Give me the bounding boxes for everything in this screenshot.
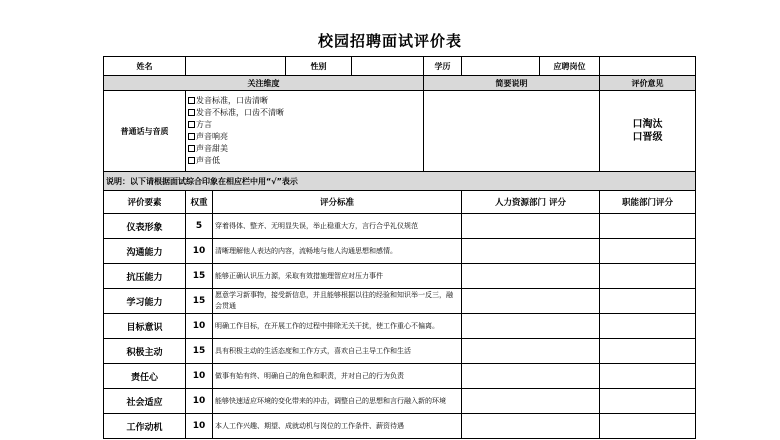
criteria-weight: 5 — [186, 214, 213, 239]
hr-score-cell[interactable] — [462, 339, 600, 364]
note-text: 说明：以下请根据面试综合印象在相应栏中用“√”表示 — [104, 172, 696, 191]
checkbox-icon[interactable] — [188, 97, 195, 104]
hr-score-header: 人力资源部门 评分 — [462, 191, 600, 214]
dept-score-cell[interactable] — [600, 289, 696, 314]
checkbox-icon[interactable] — [188, 109, 195, 116]
table-row — [104, 289, 696, 314]
option-item[interactable]: 声音低 — [188, 155, 421, 167]
criteria-element: 沟通能力 — [104, 239, 186, 264]
checkbox-icon[interactable] — [188, 121, 195, 128]
page-title: 校园招聘面试评价表 — [317, 32, 462, 50]
opinion-header: 评价意见 — [600, 76, 696, 91]
hr-score-cell[interactable] — [462, 239, 600, 264]
dept-score-cell[interactable] — [600, 364, 696, 389]
option-item[interactable]: 方言 — [188, 119, 421, 131]
speech-result — [600, 91, 696, 172]
criteria-standard: 能够快速适应环境的变化带来的冲击，调整自己的思想和言行融入新的环境 — [213, 389, 462, 414]
focus-header: 关注维度 — [104, 76, 424, 91]
table-row — [104, 339, 696, 364]
position-label: 应聘岗位 — [540, 57, 600, 76]
result-eliminate[interactable]: 口淘汰 — [632, 119, 663, 130]
criteria-standard: 做事有始有终、明确自己的角色和职责，并对自己的行为负责 — [213, 364, 462, 389]
dept-score-header: 职能部门评分 — [600, 191, 696, 214]
note-row — [104, 172, 696, 191]
name-label: 姓名 — [104, 57, 186, 76]
name-field[interactable] — [186, 57, 286, 76]
checkbox-icon[interactable] — [188, 145, 195, 152]
hr-score-cell[interactable] — [462, 314, 600, 339]
criteria-standard: 清晰理解他人表达的内容，流畅地与他人沟通思想和感情。 — [213, 239, 462, 264]
section1-header-row — [104, 76, 696, 91]
criteria-element: 学习能力 — [104, 289, 186, 314]
speech-label: 普通话与音质 — [104, 91, 186, 172]
dept-score-cell[interactable] — [600, 389, 696, 414]
education-field[interactable] — [462, 57, 540, 76]
criteria-standard: 本人工作兴趣、期望、成就动机与岗位的工作条件、薪资待遇 — [213, 414, 462, 439]
criteria-weight: 10 — [186, 389, 213, 414]
criteria-weight: 10 — [186, 314, 213, 339]
criteria-element: 工作动机 — [104, 414, 186, 439]
criteria-standard: 具有积极主动的生活态度和工作方式，喜欢自己主导工作和生活 — [213, 339, 462, 364]
criteria-weight: 10 — [186, 414, 213, 439]
position-field[interactable] — [600, 57, 696, 76]
speech-row — [104, 91, 696, 172]
education-label: 学历 — [424, 57, 462, 76]
hr-score-cell[interactable] — [462, 214, 600, 239]
dept-score-cell[interactable] — [600, 214, 696, 239]
evaluation-table — [103, 56, 696, 439]
hr-score-cell[interactable] — [462, 389, 600, 414]
dept-score-cell[interactable] — [600, 239, 696, 264]
dept-score-cell[interactable] — [600, 314, 696, 339]
speech-options — [186, 91, 424, 172]
hr-score-cell[interactable] — [462, 264, 600, 289]
hr-score-cell[interactable] — [462, 364, 600, 389]
weight-header: 权重 — [186, 191, 213, 214]
table-row — [104, 389, 696, 414]
option-item[interactable]: 声音甜美 — [188, 143, 421, 155]
criteria-standard: 穿着得体、整齐、无明显失误，举止稳重大方，言行合乎礼仪规范 — [213, 214, 462, 239]
table-row — [104, 214, 696, 239]
criteria-weight: 10 — [186, 239, 213, 264]
dept-score-cell[interactable] — [600, 414, 696, 439]
gender-label: 性别 — [286, 57, 352, 76]
dept-score-cell[interactable] — [600, 339, 696, 364]
applicant-info-row — [104, 57, 696, 76]
option-item[interactable]: 发音不标准，口齿不清晰 — [188, 107, 421, 119]
hr-score-cell[interactable] — [462, 289, 600, 314]
desc-header: 简要说明 — [424, 76, 600, 91]
criteria-element: 目标意识 — [104, 314, 186, 339]
criteria-weight: 15 — [186, 264, 213, 289]
speech-description[interactable] — [424, 91, 600, 172]
criteria-element: 社会适应 — [104, 389, 186, 414]
checkbox-icon[interactable] — [188, 133, 195, 140]
criteria-standard: 明确工作目标，在开展工作的过程中排除无关干扰，使工作重心不偏离。 — [213, 314, 462, 339]
criteria-weight: 15 — [186, 289, 213, 314]
criteria-standard: 愿意学习新事物，接受新信息，并且能够根据以往的经验和知识举一反三，融会贯通 — [213, 289, 462, 314]
criteria-weight: 10 — [186, 364, 213, 389]
option-item[interactable]: 发音标准，口齿清晰 — [188, 95, 421, 107]
table-row — [104, 239, 696, 264]
criteria-standard: 能够正确认识压力源，采取有效措施理智应对压力事件 — [213, 264, 462, 289]
option-item[interactable]: 声音响亮 — [188, 131, 421, 143]
criteria-element: 责任心 — [104, 364, 186, 389]
criteria-body — [104, 214, 696, 439]
table-row — [104, 314, 696, 339]
dept-score-cell[interactable] — [600, 264, 696, 289]
result-advance[interactable]: 口晋级 — [632, 132, 663, 143]
checkbox-icon[interactable] — [188, 157, 195, 164]
table-row — [104, 264, 696, 289]
criteria-header-row — [104, 191, 696, 214]
table-row — [104, 364, 696, 389]
gender-field[interactable] — [352, 57, 424, 76]
hr-score-cell[interactable] — [462, 414, 600, 439]
criteria-element: 抗压能力 — [104, 264, 186, 289]
table-row — [104, 414, 696, 439]
element-header: 评价要素 — [104, 191, 186, 214]
standard-header: 评分标准 — [213, 191, 462, 214]
criteria-element: 仪表形象 — [104, 214, 186, 239]
criteria-weight: 15 — [186, 339, 213, 364]
criteria-element: 积极主动 — [104, 339, 186, 364]
